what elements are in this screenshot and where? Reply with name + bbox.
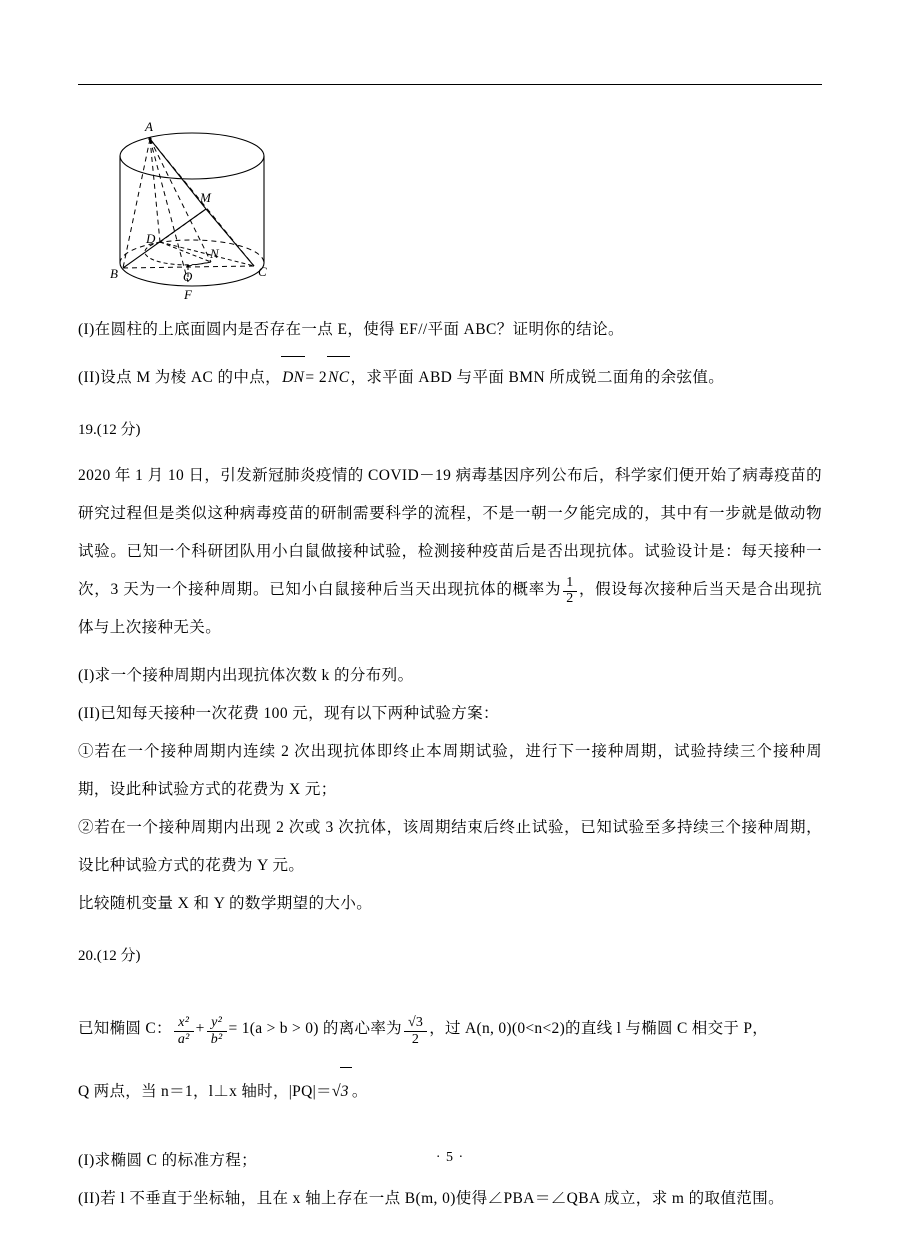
vector-dn: DN — [281, 359, 305, 397]
svg-text:C: C — [258, 264, 267, 279]
page-content — [78, 96, 822, 1218]
q19-option-2: ②若在一个接种周期内出现 2 次或 3 次抗体，该周期结束后终止试验，已知试验至多持续三个接种周期，设比种试验方式的花费为 Y 元。 — [78, 819, 822, 874]
q19-part1: (I)求一个接种周期内出现抗体次数 k 的分布列。 — [78, 667, 414, 684]
cylinder-cone-geometry-figure — [88, 96, 308, 308]
q20-part2: (II)若 l 不垂直于坐标轴，且在 x 轴上存在一点 B(m, 0)使得∠PBA＝∠QBA 成立，求 m 的取值范围。 — [78, 1189, 785, 1207]
q18-part2-eq: = 2 — [305, 369, 327, 386]
spacer — [78, 349, 822, 359]
q19-heading: 19.(12 分) — [78, 422, 141, 438]
q18-part2-pre: (II)设点 M 为棱 AC 的中点， — [78, 369, 282, 386]
eccentricity-fraction: $\frac{√3}{2}$ — [404, 1015, 427, 1048]
probability-fraction: $\frac{1}{2}$ — [563, 576, 576, 606]
q18-part1: (I)在圆柱的上底面圆内是否存在一点 E，使得 EF//平面 ABC？证明你的结论。 — [78, 321, 624, 338]
y-squared-over-b-squared: $\frac{\text{y²}}{\text{b²}}$ — [207, 1015, 227, 1048]
spacer — [78, 647, 822, 657]
spacer — [78, 447, 822, 457]
spacer — [78, 397, 822, 413]
svg-text:A: A — [145, 119, 153, 134]
q20-line1-b: = 1(a > b > 0) 的离心率为 — [228, 1019, 402, 1037]
q20-line1-a: 已知椭圆 C： — [78, 1019, 172, 1037]
q19-part2: (II)已知每天接种一次花费 100 元，现有以下两种试验方案： — [78, 705, 499, 722]
vector-nc: NC — [327, 359, 350, 397]
plus-sign: + — [195, 1019, 205, 1037]
svg-text:M: M — [200, 190, 211, 205]
page-number: · 5 · — [435, 1150, 465, 1165]
spacer — [78, 923, 822, 939]
svg-text:O: O — [183, 269, 193, 284]
spacer — [78, 1132, 822, 1142]
svg-text:B: B — [110, 266, 118, 281]
q19-body — [78, 457, 822, 647]
q20-part1: (I)求椭圆 C 的标准方程； — [78, 1151, 258, 1169]
q19-body-text-2: ，假设每次接种后当天是合出现抗体与上次接种无关。 — [78, 581, 822, 636]
q19-option-1: ①若在一个接种周期内连续 2 次出现抗体即终止本周期试验，进行下一接种周期，试验持续三个接种周期，设此种试验方式的花费为 X 元； — [78, 743, 822, 798]
q20-line2 — [78, 1068, 822, 1116]
q20-line1-c: ，过 A(n, 0)(0<n<2)的直线 l 与椭圆 C 相交于 P， — [429, 1019, 769, 1037]
q19-compare: 比较随机变量 X 和 Y 的数学期望的大小。 — [78, 895, 373, 912]
svg-text:N: N — [210, 246, 219, 261]
spacer — [78, 973, 822, 989]
svg-text:F: F — [184, 287, 192, 302]
q19-body-text-1: 2020 年 1 月 10 日，引发新冠肺炎疫情的 COVID－19 病毒基因序列公布后，科学家们便开始了病毒疫苗的研究过程但是类似这种病毒疫苗的研制需要科学的流程，不是一朝一夕能完成的，其中有一步就是做动物试验。已知一个科研团队用小白鼠做接种试验，检测接种疫苗后是否出现抗体。试验设计是：每天接种一次，3 天为一个接种周期。已知小白鼠接种后当天出现抗体的概率为 — [78, 467, 822, 598]
q20-line2-b: 。 — [351, 1083, 368, 1100]
x-squared-over-a-squared: $\frac{\text{x²}}{\text{a²}}$ — [174, 1015, 194, 1048]
header-rule — [78, 84, 822, 85]
q20-line1 — [78, 1005, 822, 1053]
q18-part2-post: ，求平面 ABD 与平面 BMN 所成锐二面角的余弦值。 — [350, 369, 725, 386]
q20-heading: 20.(12 分) — [78, 948, 141, 964]
svg-text:D: D — [146, 231, 156, 246]
figure-container — [78, 96, 822, 311]
sqrt-three: √ 3 — [332, 1068, 352, 1116]
q18-part2 — [78, 359, 822, 397]
q20-line2-a: Q 两点，当 n＝1，l⊥x 轴时，|PQ|＝ — [78, 1083, 332, 1100]
